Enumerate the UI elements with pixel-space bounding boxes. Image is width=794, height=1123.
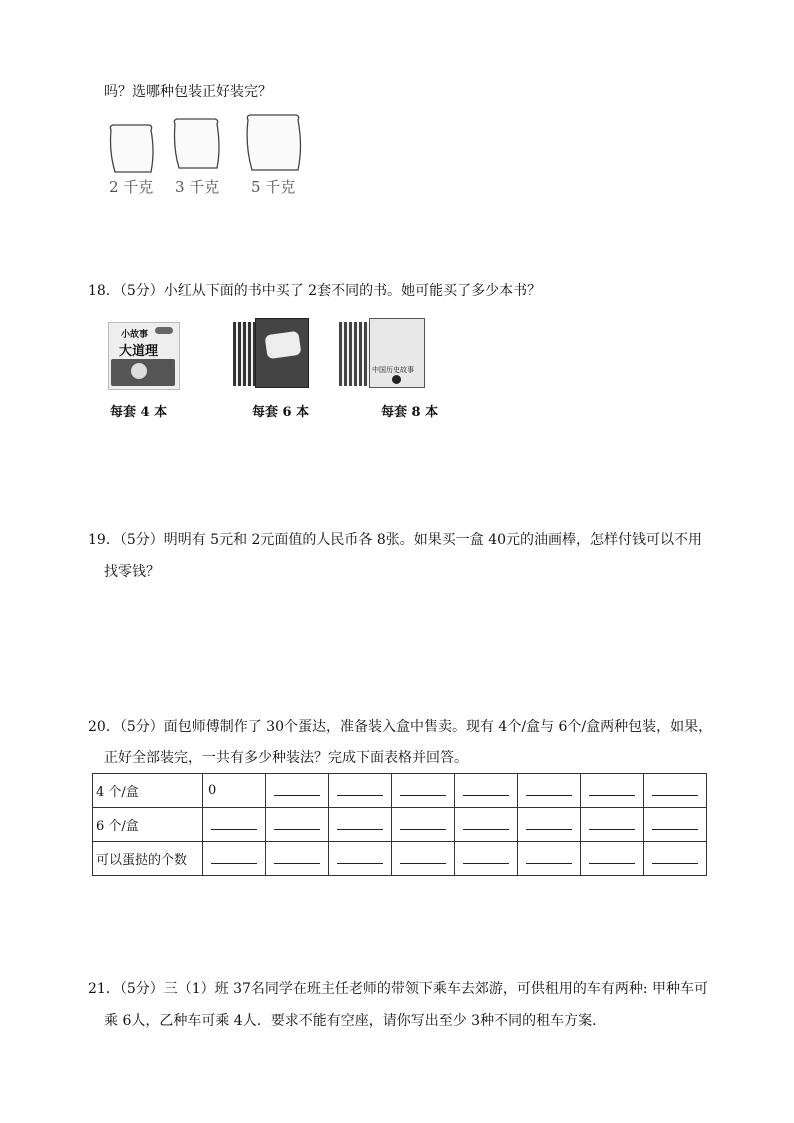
table-cell[interactable] (392, 842, 455, 876)
table-cell[interactable] (518, 808, 581, 842)
book-set-1-caption: 每套 4 本 (110, 405, 168, 420)
book-set-2-caption: 每套 6 本 (252, 405, 310, 420)
bags-illustration (105, 112, 310, 204)
book-set-2-cover (233, 318, 309, 388)
q18-text: 18．（5分）小红从下面的书中买了 2套不同的书。她可能买了多少本书？ (88, 283, 542, 299)
answer-blank[interactable] (337, 815, 383, 830)
bag-3kg-shape (174, 119, 219, 168)
table-row-6-per-box (93, 808, 707, 842)
cell-value-0: 0 (208, 783, 217, 798)
book-3-front (369, 318, 425, 388)
answer-blank[interactable] (274, 849, 320, 864)
answer-blank[interactable] (589, 781, 635, 796)
q21-line-2: 乘 6人，乙种车可乘 4人．要求不能有空座，请你写出至少 3种不同的租车方案． (104, 1013, 607, 1029)
table-cell[interactable] (455, 808, 518, 842)
answer-blank[interactable] (274, 815, 320, 830)
answer-blank[interactable] (463, 849, 509, 864)
answer-blank[interactable] (400, 849, 446, 864)
table-cell[interactable] (203, 808, 266, 842)
table-cell[interactable] (455, 774, 518, 808)
answer-blank[interactable] (337, 849, 383, 864)
book-set-1-cover (108, 322, 180, 390)
table-cell[interactable] (203, 842, 266, 876)
book-set-3-cover (339, 318, 425, 388)
book-set-3-caption: 每套 8 本 (381, 405, 439, 420)
answer-blank[interactable] (526, 815, 572, 830)
answer-blank[interactable] (211, 849, 257, 864)
table-cell[interactable] (644, 774, 707, 808)
table-cell (203, 774, 266, 808)
table-cell[interactable] (392, 774, 455, 808)
table-cell[interactable] (266, 842, 329, 876)
bag-label-3kg: 3 千克 (175, 178, 220, 196)
book-2-title-badge (264, 331, 301, 359)
q20-line-2: 正好全部装完，一共有多少种装法？完成下面表格并回答。 (104, 750, 468, 766)
answer-blank[interactable] (526, 781, 572, 796)
q20-line-1: 20．（5分）面包师傅制作了 30个蛋达，准备装入盒中售卖。现有 4个/盒与 6个/盒两种包装，如果， (88, 719, 713, 735)
answer-blank[interactable] (211, 815, 257, 830)
answer-blank[interactable] (526, 849, 572, 864)
table-cell[interactable] (581, 842, 644, 876)
answer-blank[interactable] (337, 781, 383, 796)
table-cell[interactable] (329, 842, 392, 876)
table-cell[interactable] (644, 808, 707, 842)
table-cell[interactable] (266, 774, 329, 808)
answer-blank[interactable] (589, 849, 635, 864)
answer-blank[interactable] (652, 815, 698, 830)
q19-line-1: 19．（5分）明明有 5元和 2元面值的人民币各 8张。如果买一盒 40元的油画棒，怎样付钱可以不用 (88, 532, 703, 548)
table-cell[interactable] (392, 808, 455, 842)
row-label-total-count: 可以蛋挞的个数 (93, 842, 203, 876)
book-3-title: 中国历史故事 (372, 366, 414, 374)
answer-blank[interactable] (463, 815, 509, 830)
answer-blank[interactable] (463, 781, 509, 796)
table-cell[interactable] (455, 842, 518, 876)
table-row-4-per-box (93, 774, 707, 808)
table-cell[interactable] (329, 774, 392, 808)
table-cell[interactable] (518, 774, 581, 808)
book-1-badge (155, 327, 173, 334)
answer-blank[interactable] (400, 815, 446, 830)
bag-5kg-shape (247, 115, 300, 170)
table-cell[interactable] (644, 842, 707, 876)
table-cell[interactable] (581, 808, 644, 842)
answer-blank[interactable] (400, 781, 446, 796)
book-3-number-dot (392, 375, 401, 384)
q20-table (92, 773, 707, 876)
table-cell[interactable] (329, 808, 392, 842)
answer-blank[interactable] (652, 849, 698, 864)
row-label-4-per-box: 4 个/盒 (93, 774, 203, 808)
answer-blank[interactable] (274, 781, 320, 796)
answer-blank[interactable] (589, 815, 635, 830)
book-3-spines (339, 322, 369, 386)
book-1-title: 大道理 (119, 344, 159, 359)
table-cell[interactable] (266, 808, 329, 842)
bag-label-2kg: 2 千克 (109, 178, 154, 196)
book-1-face (131, 363, 147, 379)
book-1-subtitle: 小故事 (121, 330, 149, 340)
answer-blank[interactable] (652, 781, 698, 796)
q19-line-2: 找零钱？ (104, 564, 160, 580)
table-cell[interactable] (518, 842, 581, 876)
book-2-spines (233, 322, 255, 386)
bag-2kg-shape (110, 125, 153, 172)
bag-label-5kg: 5 千克 (251, 178, 296, 196)
row-label-6-per-box: 6 个/盒 (93, 808, 203, 842)
table-cell[interactable] (581, 774, 644, 808)
q21-line-1: 21．（5分）三（1）班 37名同学在班主任老师的带领下乘车去郊游，可供租用的车有两种: 甲种车可 (88, 981, 709, 997)
intro-question-line: 吗？选哪种包装正好装完？ (104, 84, 272, 100)
book-2-front (255, 318, 309, 388)
table-row-total-count (93, 842, 707, 876)
